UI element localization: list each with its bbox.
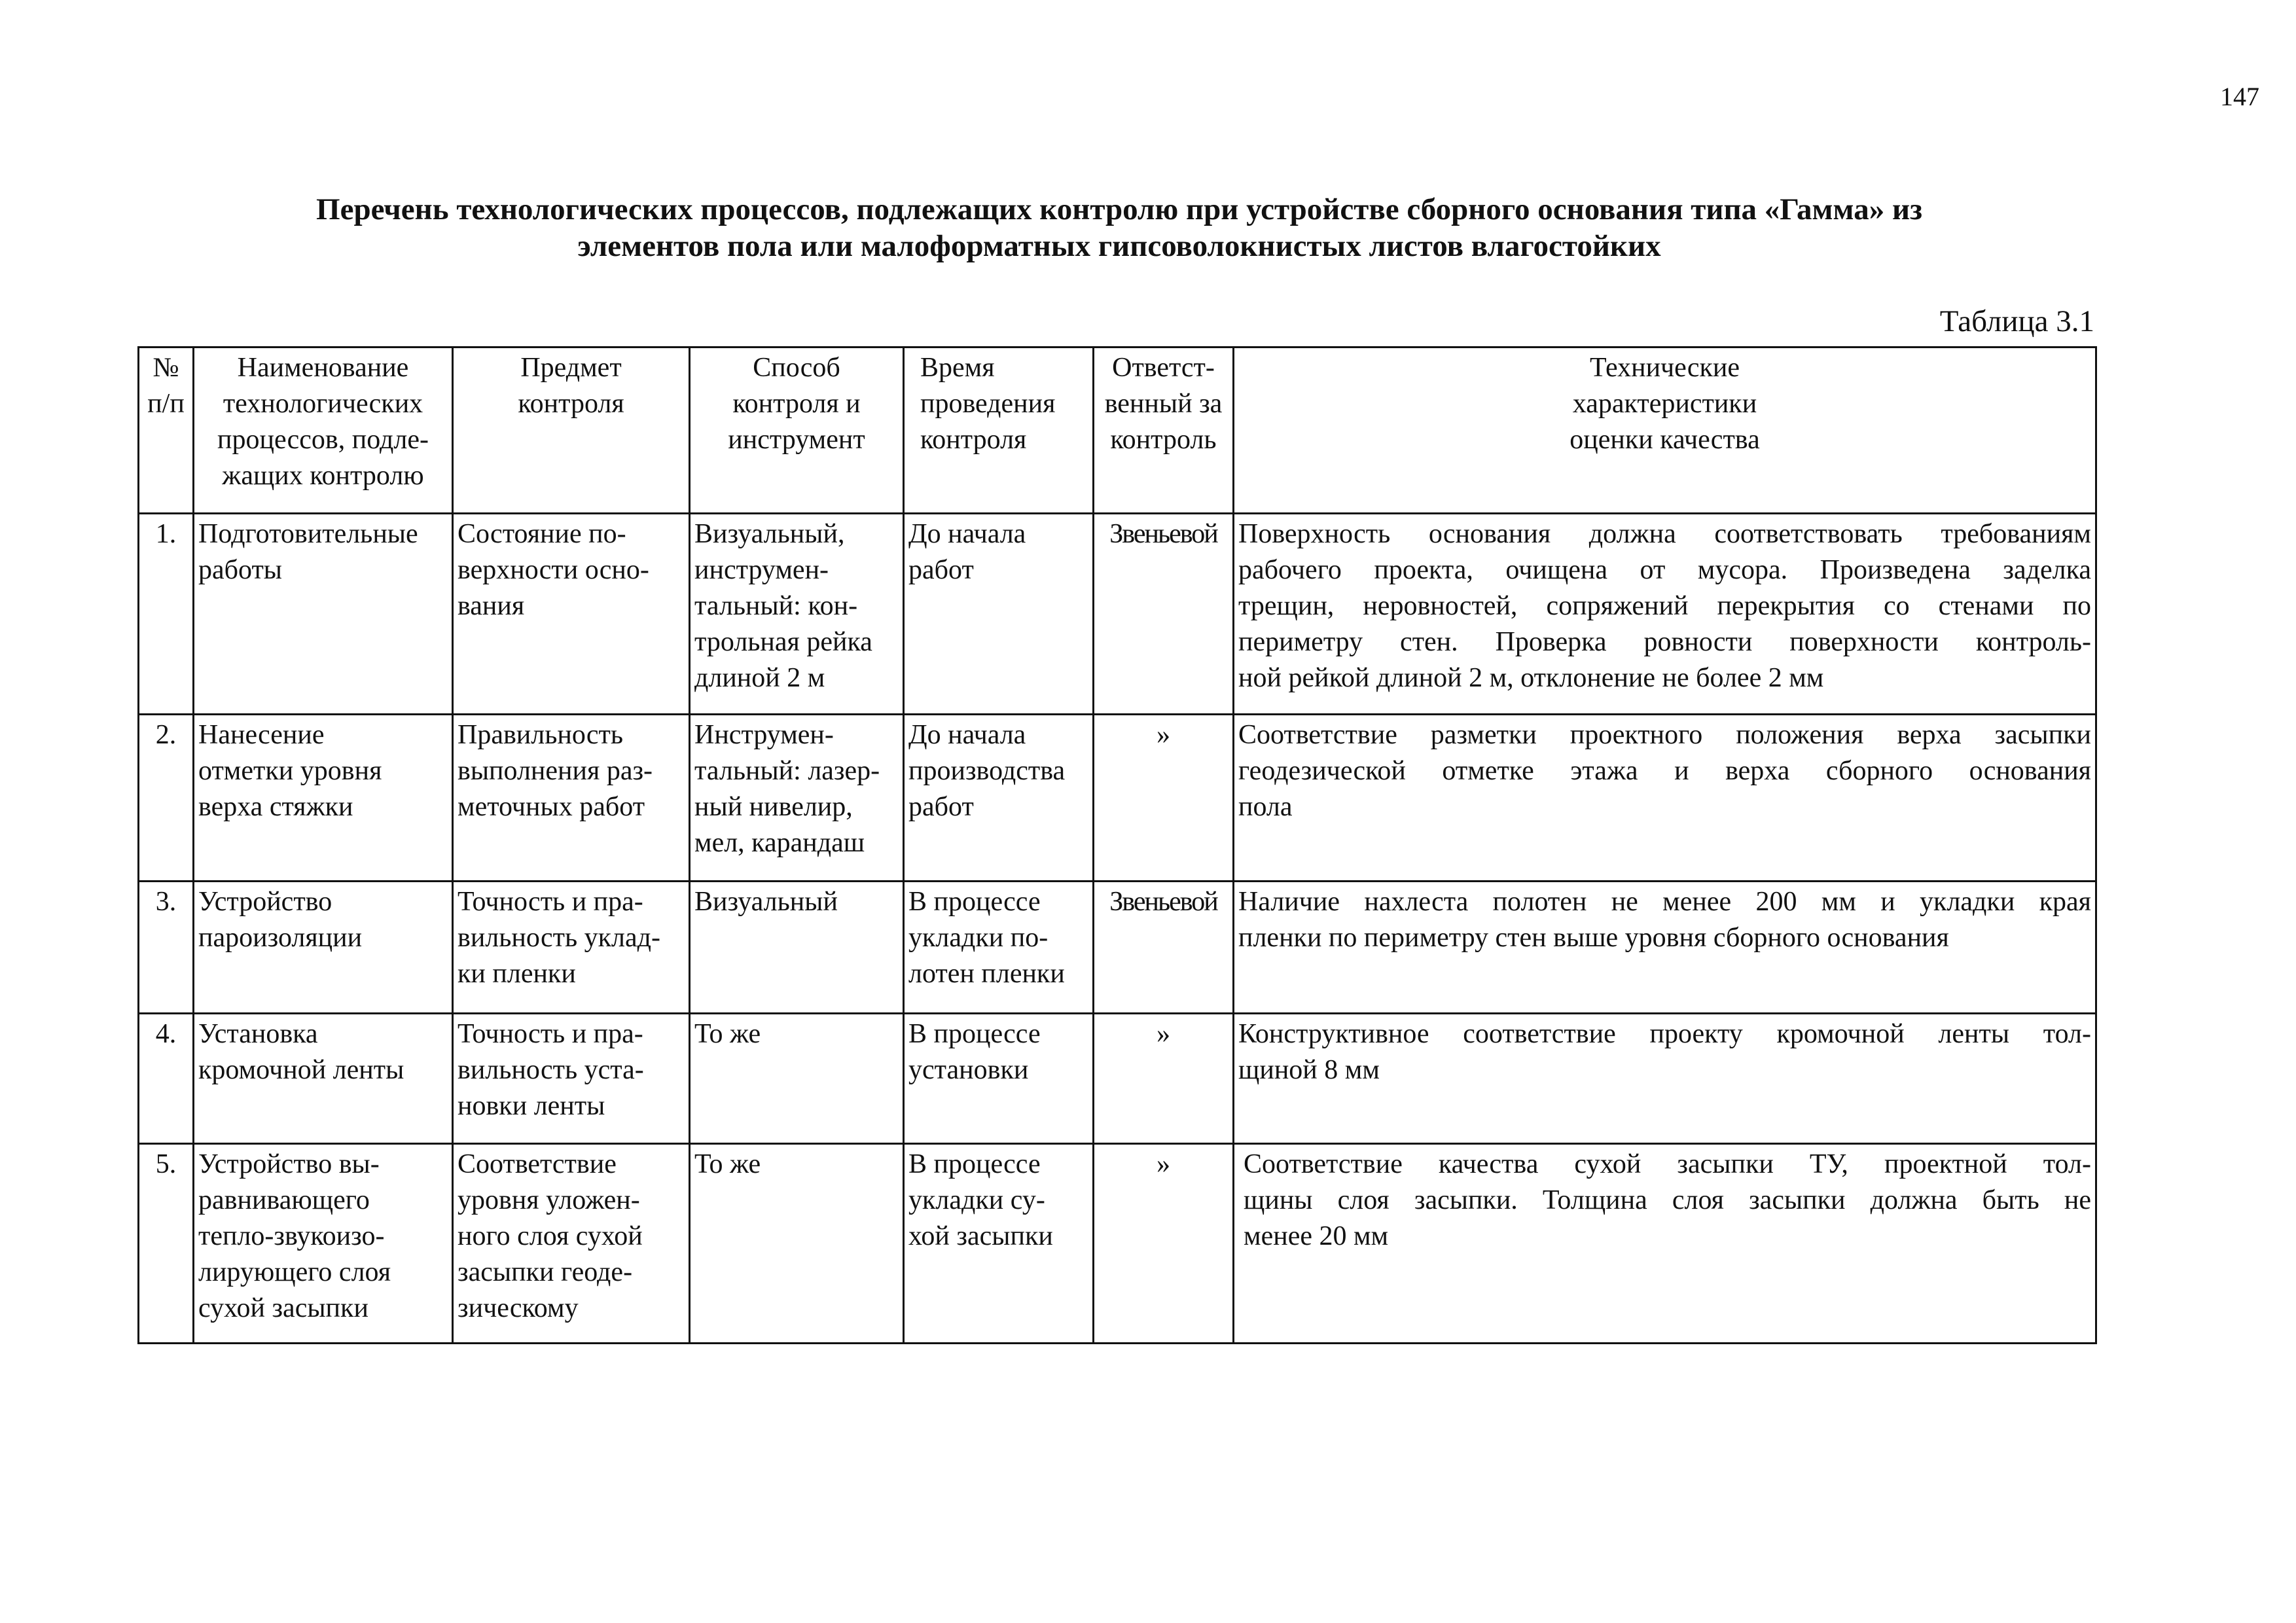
header-name-line: Наименование bbox=[237, 353, 409, 383]
row-responsible: » bbox=[1094, 1014, 1234, 1144]
cell-line: работ bbox=[908, 792, 974, 822]
cell-line: Правильность bbox=[457, 720, 624, 750]
header-time-line: контроля bbox=[920, 425, 1027, 455]
cell-line: трещин, неровностей, сопряжений перекрытия со стенами по bbox=[1238, 591, 2091, 621]
cell-line: отметки уровня bbox=[198, 756, 382, 786]
row-num: 1. bbox=[139, 514, 194, 715]
cell-line: До начала bbox=[908, 720, 1026, 750]
table-row bbox=[139, 882, 2096, 1014]
cell-line: щиной 8 мм bbox=[1238, 1055, 1380, 1085]
row-time bbox=[904, 715, 1094, 882]
page-number: 147 bbox=[2220, 82, 2259, 111]
cell-line: геодезической отметке этажа и верха сборного основания bbox=[1238, 756, 2091, 786]
cell-line: рабочего проекта, очищена от мусора. Произведена заделка bbox=[1238, 555, 2091, 585]
cell-line: ки пленки bbox=[457, 959, 576, 989]
row-responsible: Звеньевой bbox=[1094, 882, 1234, 1014]
cell-line: вания bbox=[457, 591, 525, 621]
row-responsible: » bbox=[1094, 715, 1234, 882]
header-name bbox=[194, 348, 453, 514]
row-num: 5. bbox=[139, 1144, 194, 1344]
header-num-line: № bbox=[152, 353, 179, 383]
header-responsible-line: контроль bbox=[1110, 425, 1217, 455]
row-tech bbox=[1234, 715, 2096, 882]
cell-line: ного слоя сухой bbox=[457, 1221, 643, 1251]
cell-line: Установка bbox=[198, 1019, 318, 1049]
cell-line: выполнения раз- bbox=[457, 756, 653, 786]
row-subject bbox=[453, 1144, 690, 1344]
header-method bbox=[690, 348, 904, 514]
cell-line: Точность и пра- bbox=[457, 887, 643, 917]
row-name bbox=[194, 514, 453, 715]
cell-line: ный нивелир, bbox=[694, 792, 853, 822]
cell-line: В процессе bbox=[908, 1019, 1041, 1049]
cell-line: пола bbox=[1238, 792, 1293, 822]
cell-line: Соответствие bbox=[457, 1149, 617, 1179]
header-time-line: проведения bbox=[920, 389, 1056, 419]
cell-line: тальный: лазер- bbox=[694, 756, 880, 786]
header-num-line: п/п bbox=[147, 389, 185, 419]
header-num bbox=[139, 348, 194, 514]
header-responsible-line: Ответст- bbox=[1112, 353, 1215, 383]
cell-line: новки ленты bbox=[457, 1091, 605, 1121]
row-responsible: » bbox=[1094, 1144, 1234, 1344]
cell-line: Нанесение bbox=[198, 720, 325, 750]
cell-line: Состояние по- bbox=[457, 519, 626, 549]
cell-line: Устройство bbox=[198, 887, 332, 917]
row-subject bbox=[453, 514, 690, 715]
row-num: 3. bbox=[139, 882, 194, 1014]
cell-line: В процессе bbox=[908, 1149, 1041, 1179]
cell-line: До начала bbox=[908, 519, 1026, 549]
cell-line: Инструмен- bbox=[694, 720, 834, 750]
document-title bbox=[137, 191, 2101, 264]
cell-line: Визуальный bbox=[694, 887, 838, 917]
cell-line: То же bbox=[694, 1019, 761, 1049]
row-subject bbox=[453, 715, 690, 882]
row-name bbox=[194, 1014, 453, 1144]
cell-line: То же bbox=[694, 1149, 761, 1179]
cell-line: тепло-звукоизо- bbox=[198, 1221, 385, 1251]
cell-line: длиной 2 м bbox=[694, 663, 825, 693]
cell-line: вильность уста- bbox=[457, 1055, 644, 1085]
row-method bbox=[690, 882, 904, 1014]
row-tech bbox=[1234, 882, 2096, 1014]
cell-line: менее 20 мм bbox=[1244, 1221, 1389, 1251]
cell-line: верха стяжки bbox=[198, 792, 353, 822]
row-method bbox=[690, 1014, 904, 1144]
table-caption: Таблица 3.1 bbox=[1939, 304, 2094, 338]
cell-line: лотен пленки bbox=[908, 959, 1065, 989]
cell-line: установки bbox=[908, 1055, 1029, 1085]
cell-line: производства bbox=[908, 756, 1066, 786]
cell-line: засыпки геоде- bbox=[457, 1257, 633, 1287]
header-subject-line: Предмет bbox=[520, 353, 622, 383]
row-time bbox=[904, 1144, 1094, 1344]
row-subject bbox=[453, 1014, 690, 1144]
header-subject-line: контроля bbox=[518, 389, 624, 419]
cell-line: укладки су- bbox=[908, 1185, 1045, 1215]
cell-line: Наличие нахлеста полотен не менее 200 мм и укладки края bbox=[1238, 887, 2091, 917]
cell-line: щины слоя засыпки. Толщина слоя засыпки должна быть не bbox=[1244, 1185, 2091, 1215]
cell-line: Соответствие качества сухой засыпки ТУ, проектной тол- bbox=[1244, 1149, 2091, 1179]
cell-line: Устройство вы- bbox=[198, 1149, 380, 1179]
header-method-line: контроля и bbox=[732, 389, 861, 419]
cell-line: работ bbox=[908, 555, 974, 585]
cell-line: Подготовительные bbox=[198, 519, 418, 549]
header-time-line: Время bbox=[920, 353, 995, 383]
cell-line: трольная рейка bbox=[694, 627, 872, 657]
header-name-line: технологических bbox=[223, 389, 423, 419]
cell-line: вильность уклад- bbox=[457, 923, 660, 953]
cell-line: Поверхность основания должна соответствовать требованиям bbox=[1238, 519, 2091, 549]
header-subject bbox=[453, 348, 690, 514]
table-header-row bbox=[139, 348, 2096, 514]
process-control-table bbox=[137, 346, 2097, 1344]
cell-line: периметру стен. Проверка ровности поверхности контроль- bbox=[1238, 627, 2091, 657]
table-row bbox=[139, 1014, 2096, 1144]
row-method bbox=[690, 715, 904, 882]
row-num: 4. bbox=[139, 1014, 194, 1144]
table-row bbox=[139, 514, 2096, 715]
cell-line: работы bbox=[198, 555, 283, 585]
header-time bbox=[904, 348, 1094, 514]
cell-line: хой засыпки bbox=[908, 1221, 1053, 1251]
title-line-1: Перечень технологических процессов, подлежащих контролю при устройстве сборного основания типа «Гамма» из bbox=[316, 192, 1922, 226]
cell-line: В процессе bbox=[908, 887, 1041, 917]
cell-line: ной рейкой длиной 2 м, отклонение не более 2 мм bbox=[1238, 663, 1824, 693]
row-subject bbox=[453, 882, 690, 1014]
row-method bbox=[690, 1144, 904, 1344]
header-name-line: процессов, подле- bbox=[217, 425, 429, 455]
row-num: 2. bbox=[139, 715, 194, 882]
cell-line: тальный: кон- bbox=[694, 591, 858, 621]
cell-line: равнивающего bbox=[198, 1185, 370, 1215]
row-tech bbox=[1234, 514, 2096, 715]
cell-line: пароизоляции bbox=[198, 923, 363, 953]
cell-line: мел, карандаш bbox=[694, 828, 865, 858]
header-tech-line: оценки качества bbox=[1570, 425, 1760, 455]
cell-line: уровня уложен- bbox=[457, 1185, 640, 1215]
row-time bbox=[904, 514, 1094, 715]
cell-line: Визуальный, bbox=[694, 519, 845, 549]
cell-line: Конструктивное соответствие проекту кромочной ленты тол- bbox=[1238, 1019, 2091, 1049]
cell-line: сухой засыпки bbox=[198, 1293, 368, 1323]
header-method-line: Способ bbox=[753, 353, 840, 383]
row-tech bbox=[1234, 1014, 2096, 1144]
header-responsible bbox=[1094, 348, 1234, 514]
header-tech-line: характеристики bbox=[1572, 389, 1757, 419]
title-line-2: элементов пола или малоформатных гипсоволокнистых листов влагостойких bbox=[577, 229, 1661, 263]
cell-line: Соответствие разметки проектного положения верха засыпки bbox=[1238, 720, 2091, 750]
row-name bbox=[194, 1144, 453, 1344]
header-tech-line: Технические bbox=[1589, 353, 1740, 383]
cell-line: инструмен- bbox=[694, 555, 829, 585]
row-time bbox=[904, 1014, 1094, 1144]
header-method-line: инструмент bbox=[728, 425, 865, 455]
row-name bbox=[194, 715, 453, 882]
row-time bbox=[904, 882, 1094, 1014]
header-responsible-line: венный за bbox=[1104, 389, 1223, 419]
row-name bbox=[194, 882, 453, 1014]
row-responsible: Звеньевой bbox=[1094, 514, 1234, 715]
header-tech bbox=[1234, 348, 2096, 514]
cell-line: укладки по- bbox=[908, 923, 1049, 953]
cell-line: верхности осно- bbox=[457, 555, 649, 585]
cell-line: кромочной ленты bbox=[198, 1055, 404, 1085]
cell-line: меточных работ bbox=[457, 792, 645, 822]
row-tech bbox=[1234, 1144, 2096, 1344]
cell-line: Точность и пра- bbox=[457, 1019, 643, 1049]
header-name-line: жащих контролю bbox=[222, 461, 424, 491]
cell-line: лирующего слоя bbox=[198, 1257, 391, 1287]
row-method bbox=[690, 514, 904, 715]
table-row bbox=[139, 1144, 2096, 1344]
cell-line: пленки по периметру стен выше уровня сборного основания bbox=[1238, 923, 1949, 953]
table-row bbox=[139, 715, 2096, 882]
cell-line: зическому bbox=[457, 1293, 579, 1323]
